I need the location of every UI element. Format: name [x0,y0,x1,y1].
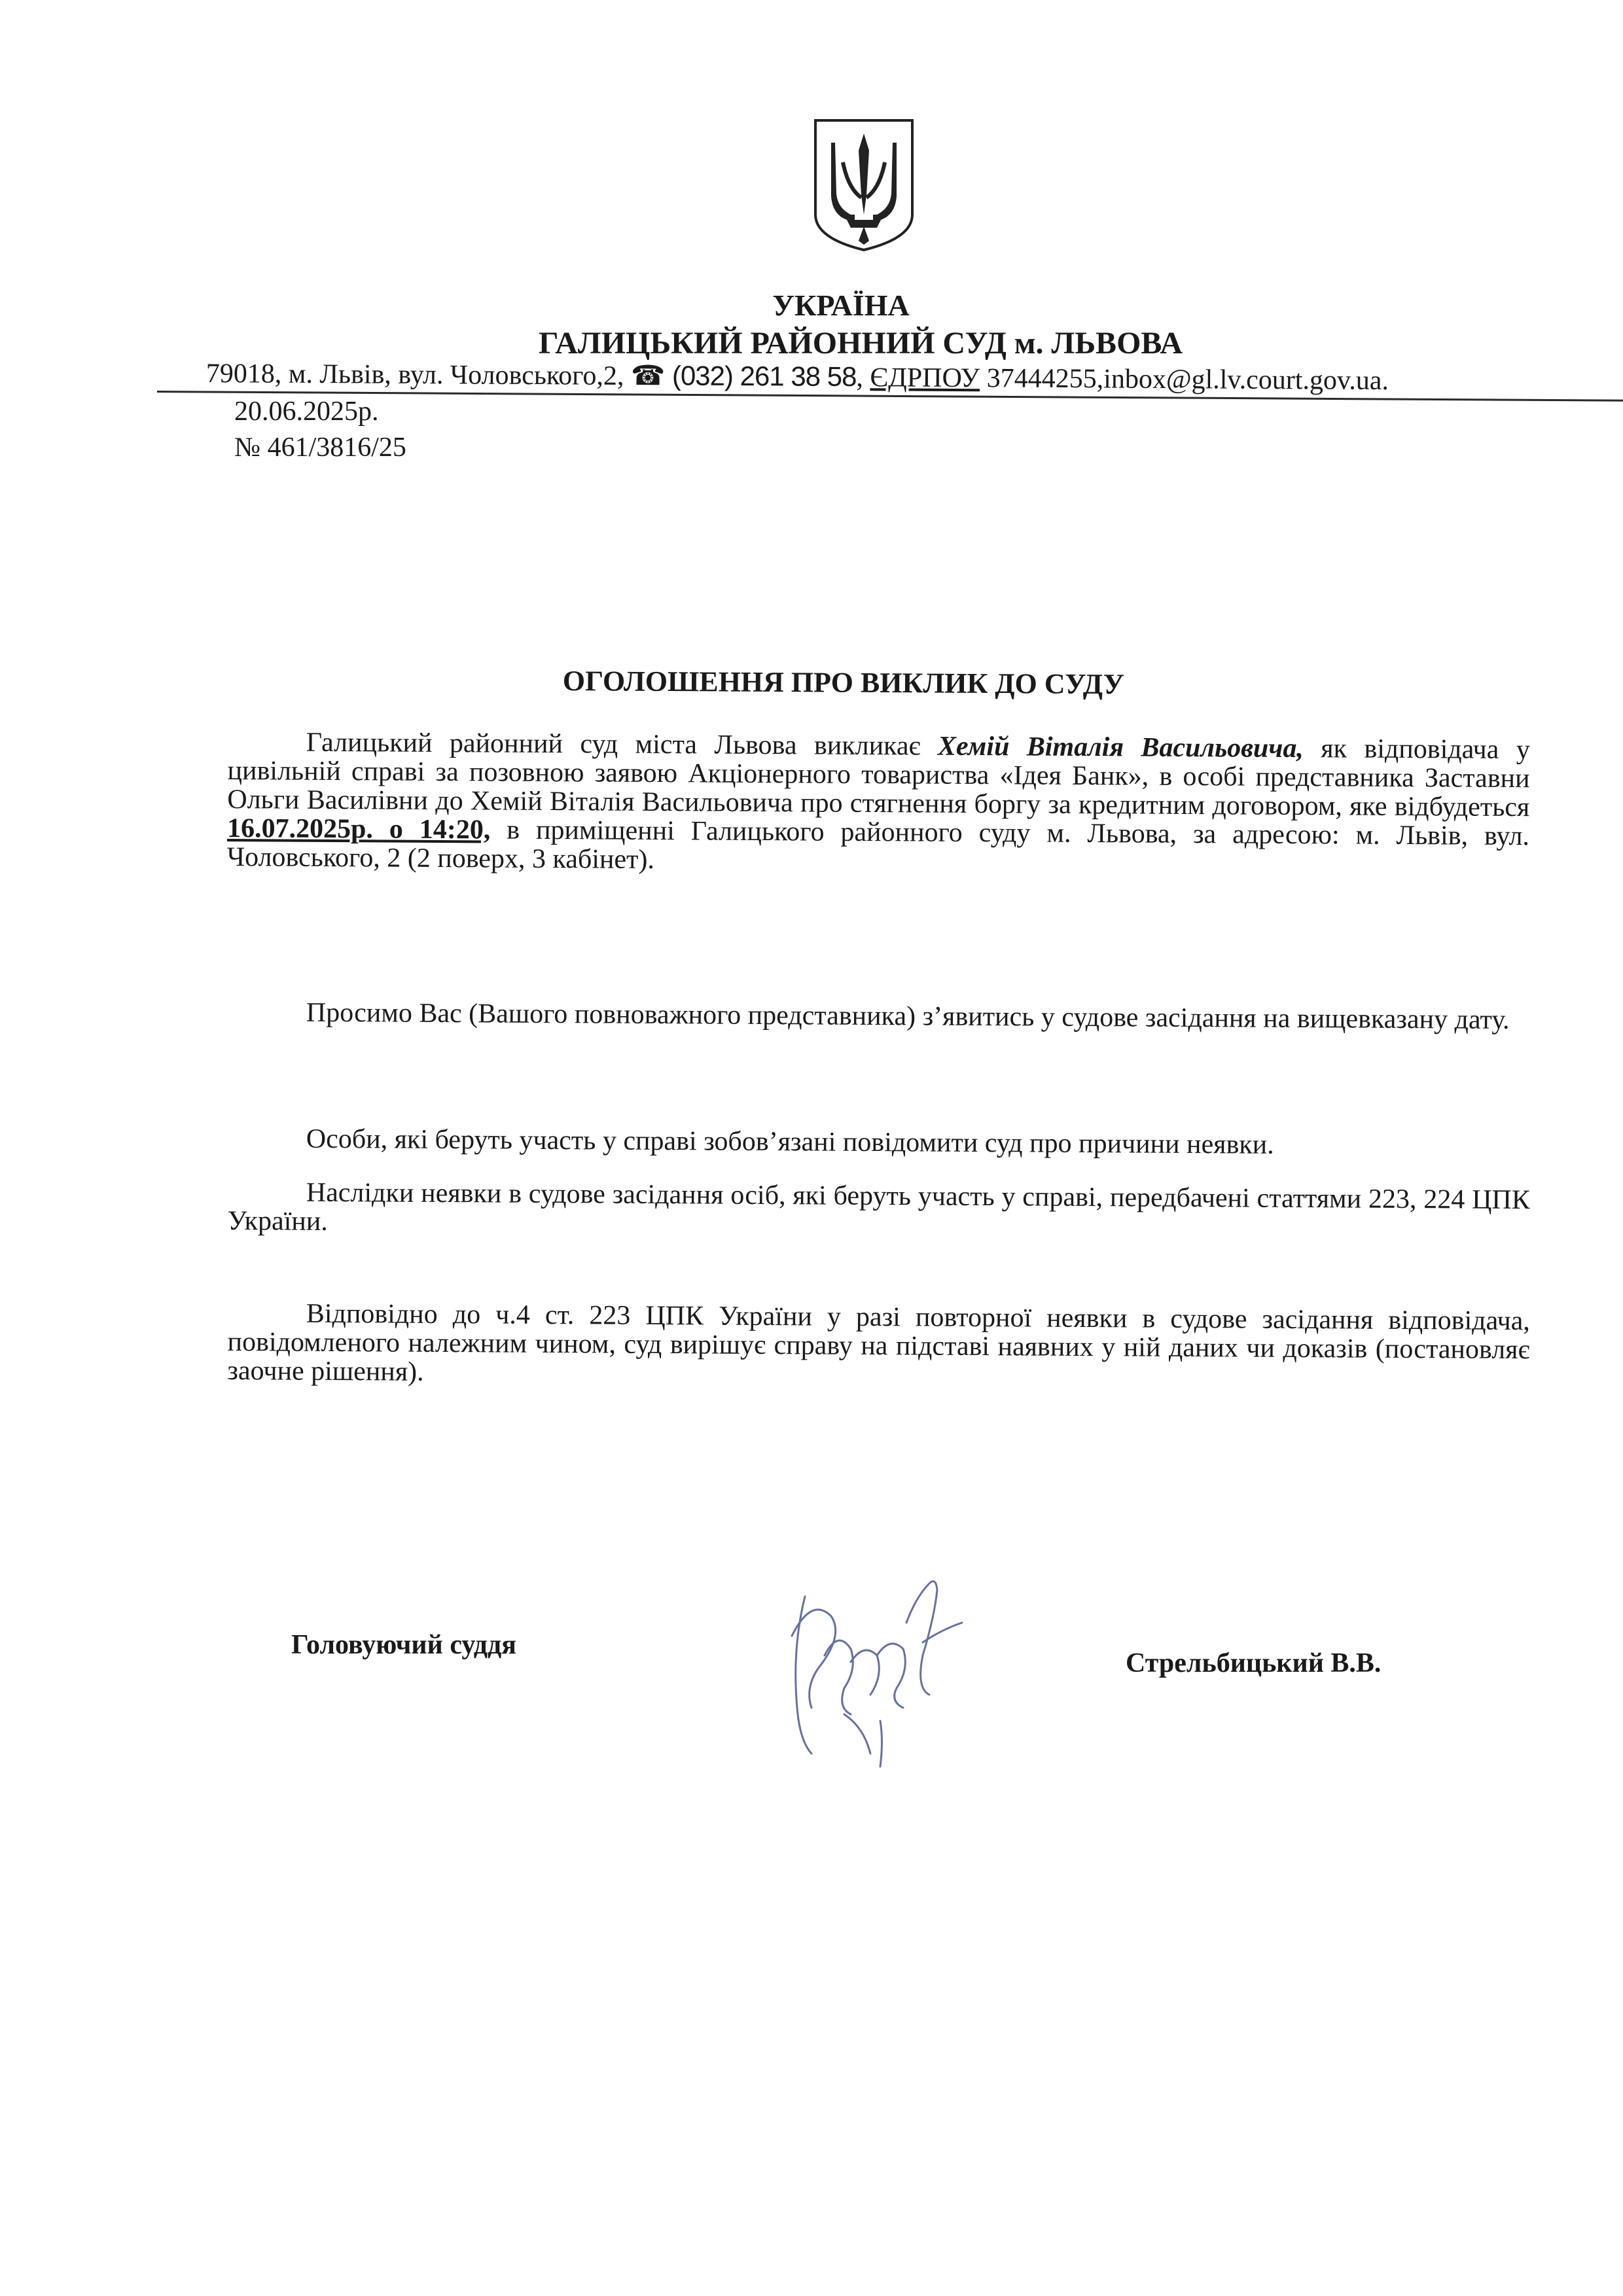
summons-text-a: Галицький районний суд міста Львова викликає [306,727,938,762]
document-date: 20.06.2025р. [234,397,379,427]
edrpou-label: ЄДРПОУ [870,362,980,394]
summons-text-c: в приміщенні Галицького районного суду м. Львова, за адресою: м. Львів, вул. Чоловського, 2 (2 поверх, 3 кабінет). [226,815,1530,875]
paragraph-default-judgment [227,1299,1530,1393]
address-suffix: 37444255,inbox@gl.lv.court.gov.ua. [980,363,1389,397]
hearing-datetime: 16.07.2025р. о 14:20, [226,813,491,845]
paragraph-request [228,998,1530,1034]
paragraph-summons [227,728,1530,879]
header-country: УКРАЇНА [772,289,910,322]
presiding-judge-label: Головуючий суддя [291,1630,516,1660]
obligation-text: Особи, які беруть участь у справі зобов’язані повідомити суд про причини неявки. [306,1123,1274,1160]
address-prefix: 79018, м. Львів, вул. Чоловського,2, [205,358,632,391]
handwritten-signature [766,1557,988,1773]
court-phone: (032) 261 38 58 [665,360,857,393]
case-number: № 461/3816/25 [234,433,406,463]
court-address-line [206,357,1389,397]
phone-icon: ☎ [630,361,666,392]
header-court-name: ГАЛИЦЬКИЙ РАЙОННИЙ СУД м. ЛЬВОВА [538,326,1183,361]
document-title: ОГОЛОШЕННЯ ПРО ВИКЛИК ДО СУДУ [562,665,1125,701]
summons-text-b: як відповідача у цивільній справі за позовною заявою Акціонерного товариства «Ідея Банк», в особі представника Заставни Ольги Василівни до Хемій Віталія Васильовича про стягнення боргу за кредитним договором, яке відбудеться [227,733,1530,823]
paragraph-consequences [227,1178,1530,1243]
judge-name: Стрельбицький В.В. [1126,1648,1382,1678]
request-text: Просимо Вас (Вашого повноважного представника) з’явитись у судове засідання на вищевказану дату. [306,997,1510,1035]
defendant-name: Хемій Віталія Васильовича, [937,731,1304,764]
consequences-text: Наслідки неявки в судове засідання осіб, які беруть участь у справі, передбачені статтями 223, 224 ЦПК України. [227,1177,1530,1237]
coat-of-arms-icon [812,116,916,253]
default-judgment-text: Відповідно до ч.4 ст. 223 ЦПК України у разі повторної неявки в судове засідання відповідача, повідомленого належним чином, суд вирішує справу на підставі наявних у ній даних чи доказів (постановляє заочне рішення). [227,1298,1530,1387]
address-separator: , [856,362,870,393]
paragraph-obligation [228,1124,1530,1161]
